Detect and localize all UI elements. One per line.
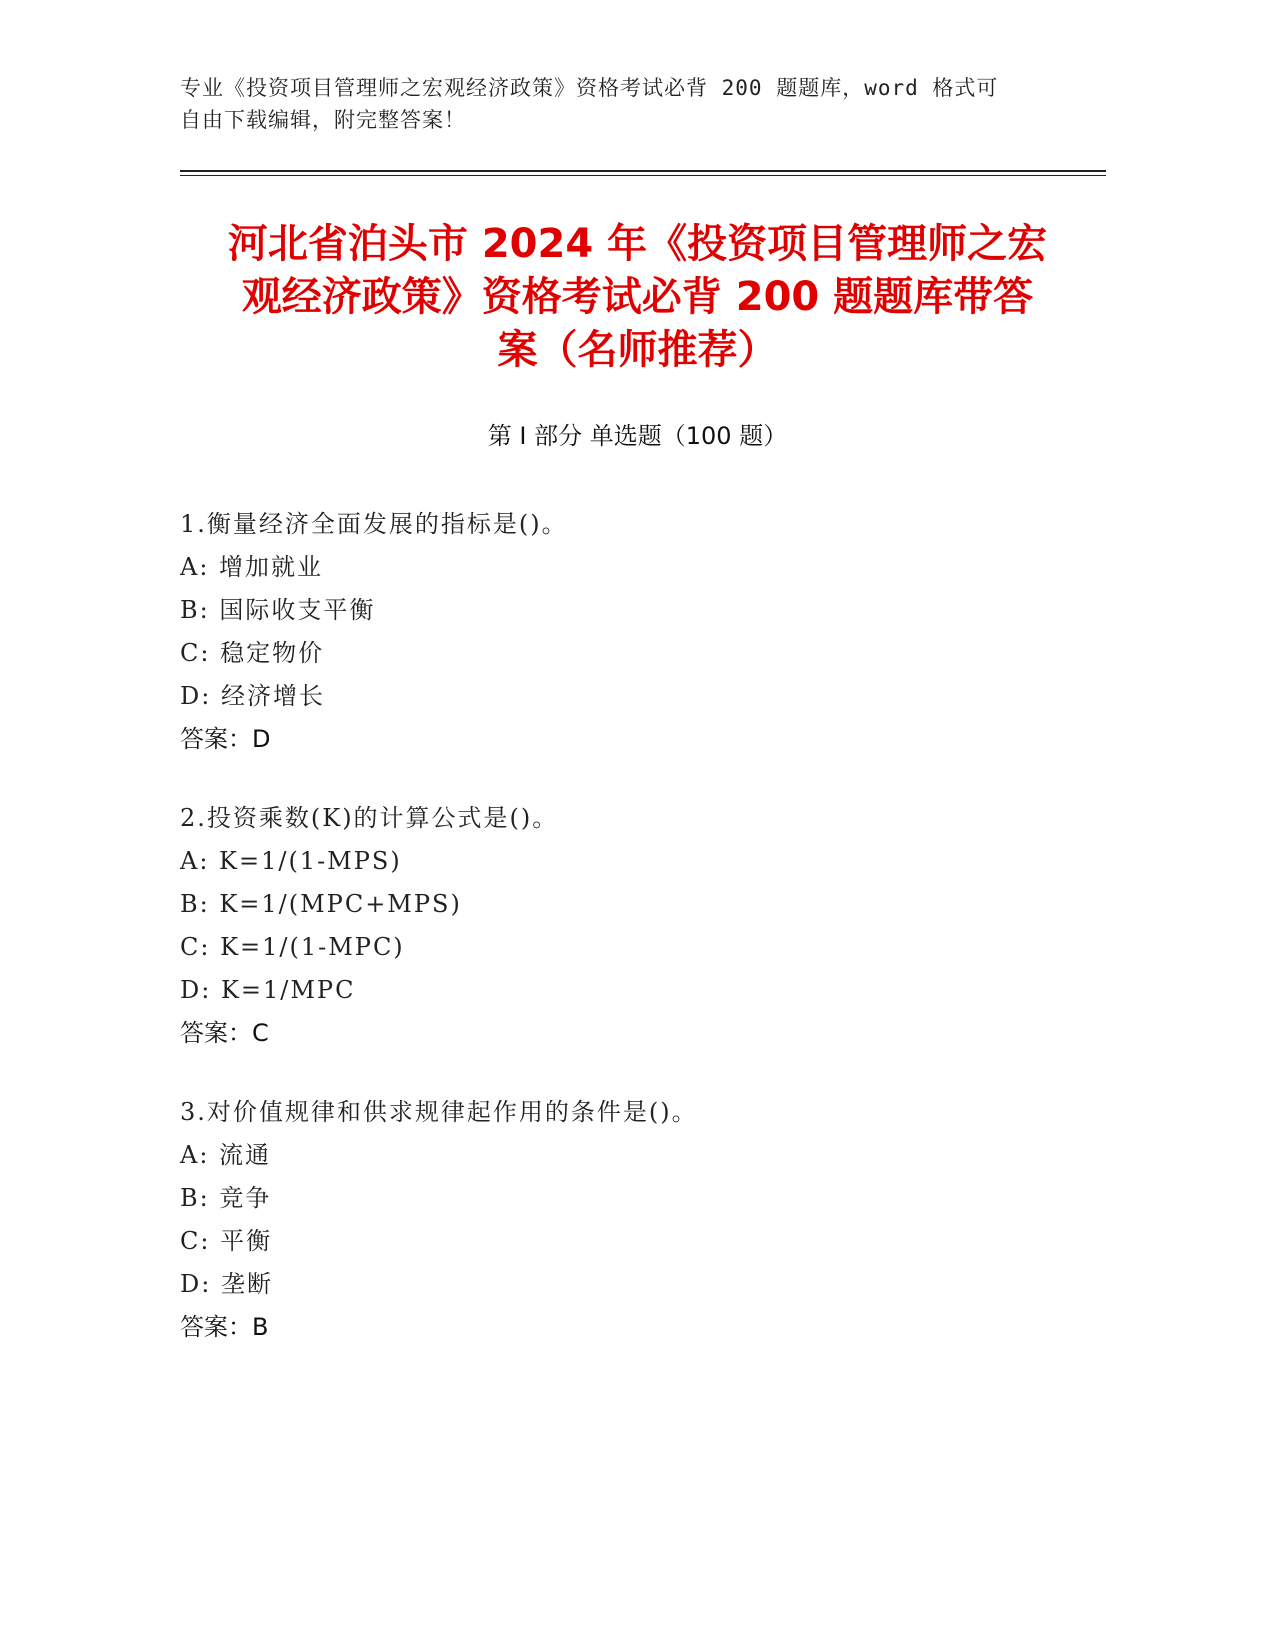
answer: 答案：D bbox=[180, 725, 271, 753]
question-3 bbox=[180, 1091, 1100, 1349]
option-d: D: K=1/MPC bbox=[180, 976, 356, 1004]
option-a: A: K=1/(1-MPS) bbox=[180, 847, 402, 875]
header-divider-thick bbox=[180, 170, 1106, 172]
header-note-line-2: 自由下载编辑，附完整答案！ bbox=[180, 108, 466, 132]
question-2 bbox=[180, 797, 1100, 1055]
header-note bbox=[180, 72, 1060, 136]
section-title: 第 I 部分 单选题（100 题） bbox=[487, 422, 788, 450]
option-d: D: 经济增长 bbox=[180, 682, 325, 710]
question-stem: 1.衡量经济全面发展的指标是()。 bbox=[180, 510, 568, 538]
title-line-2: 观经济政策》资格考试必背 200 题题库带答 bbox=[241, 274, 1034, 320]
title-line-1: 河北省泊头市 2024 年《投资项目管理师之宏 bbox=[227, 221, 1048, 267]
option-b: B: 国际收支平衡 bbox=[180, 596, 376, 624]
answer: 答案：C bbox=[180, 1019, 269, 1047]
option-c: C: 稳定物价 bbox=[180, 639, 325, 667]
question-list bbox=[180, 503, 1100, 1385]
title-line-3: 案（名师推荐） bbox=[497, 327, 778, 373]
option-b: B: 竞争 bbox=[180, 1184, 272, 1212]
option-a: A: 增加就业 bbox=[180, 553, 324, 581]
question-1 bbox=[180, 503, 1100, 761]
header-divider-thin bbox=[180, 175, 1106, 176]
option-d: D: 垄断 bbox=[180, 1270, 273, 1298]
question-stem: 3.对价值规律和供求规律起作用的条件是()。 bbox=[180, 1098, 698, 1126]
header-note-line-1: 专业《投资项目管理师之宏观经济政策》资格考试必背 200 题题库，word 格式可 bbox=[180, 76, 999, 100]
question-stem: 2.投资乘数(K)的计算公式是()。 bbox=[180, 804, 559, 832]
option-c: C: K=1/(1-MPC) bbox=[180, 933, 405, 961]
answer: 答案：B bbox=[180, 1313, 269, 1341]
option-c: C: 平衡 bbox=[180, 1227, 273, 1255]
option-b: B: K=1/(MPC+MPS) bbox=[180, 890, 462, 918]
document-title bbox=[170, 218, 1105, 377]
option-a: A: 流通 bbox=[180, 1141, 272, 1169]
